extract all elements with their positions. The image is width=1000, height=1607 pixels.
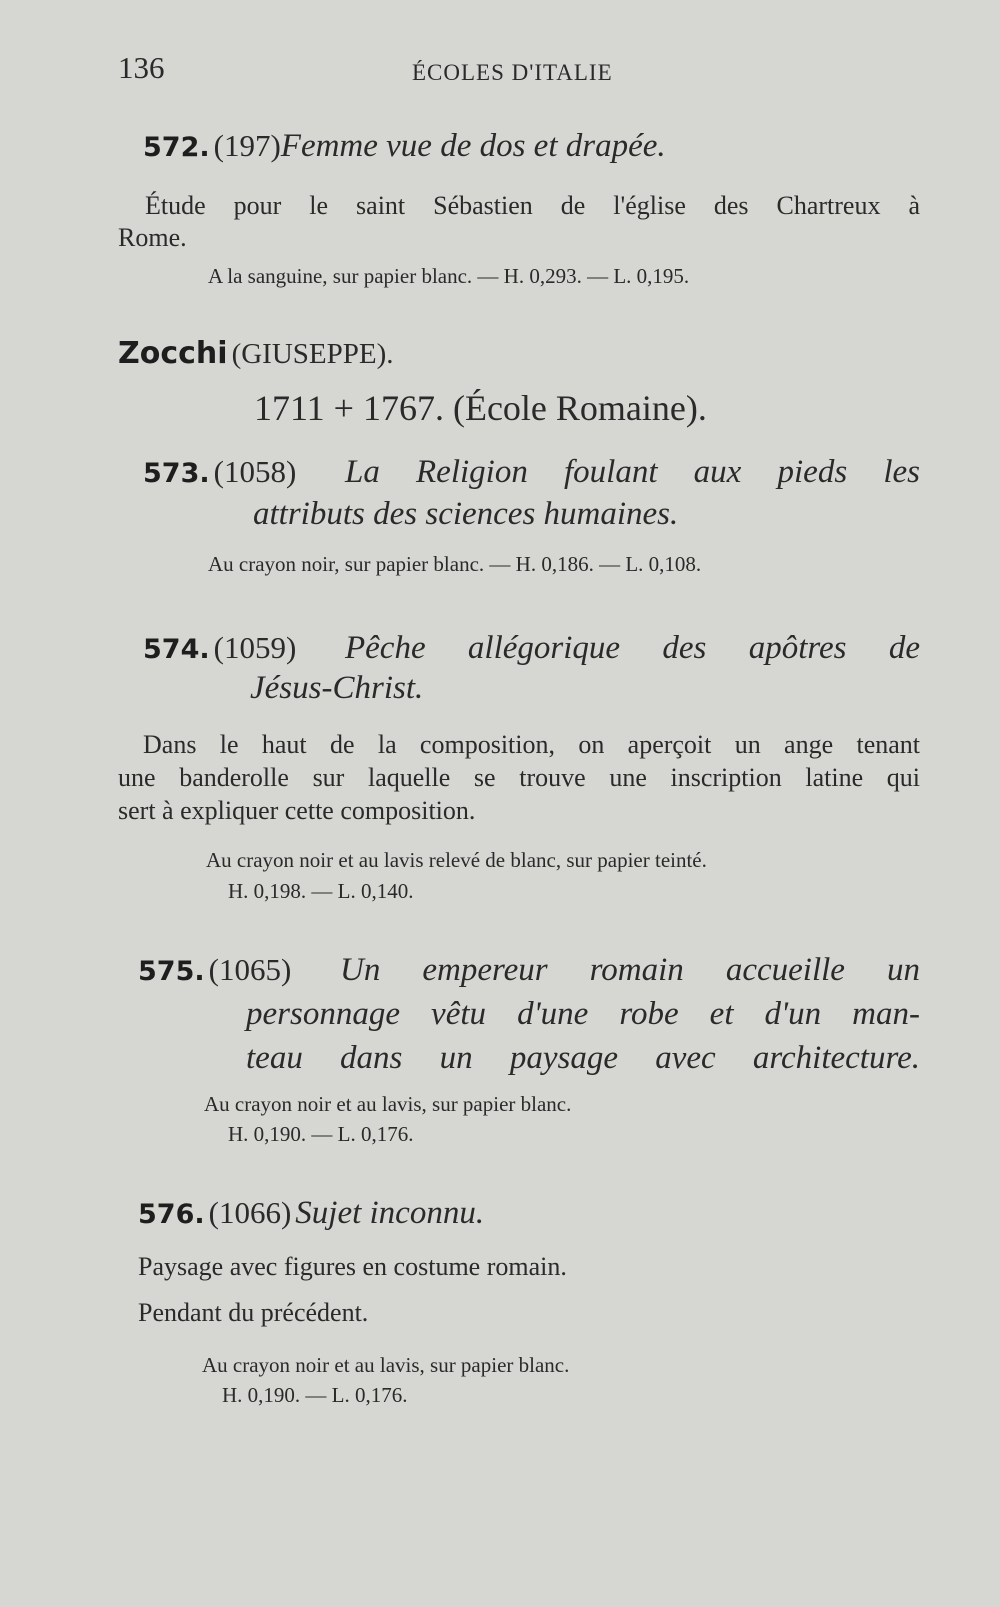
entry-technique: A la sanguine, sur papier blanc. — H. 0,293. — L. 0,195.: [208, 264, 690, 288]
entry-574-heading: [143, 630, 920, 667]
entry-description: Pendant du précédent.: [138, 1298, 369, 1327]
artist-given-name: (GIUSEPPE).: [231, 338, 394, 370]
entry-573-heading: [143, 454, 920, 491]
inventory-number: (1065): [208, 952, 292, 987]
inventory-number: (197): [213, 128, 281, 163]
entry-title: Un empereur romain accueille un: [340, 952, 920, 988]
entry-number: 573.: [143, 458, 210, 489]
entry-title-continued: Jésus-Christ.: [250, 670, 424, 706]
artist-dates-school: 1711 + 1767. (École Romaine).: [254, 388, 707, 428]
artist-heading: [118, 336, 394, 371]
entry-title-continued: attributs des sciences humaines.: [253, 496, 679, 532]
entry-description: Dans le haut de la composition, on aperçoit un ange tenant: [143, 730, 920, 759]
artist-surname: Zocchi: [118, 336, 228, 371]
entry-dimensions: H. 0,190. — L. 0,176.: [222, 1383, 408, 1407]
entry-dimensions: H. 0,190. — L. 0,176.: [228, 1122, 414, 1146]
entry-description: Rome.: [118, 223, 187, 252]
entry-title: Femme vue de dos et drapée.: [280, 128, 666, 164]
entry-title: Pêche allégorique des apôtres de: [345, 630, 920, 666]
entry-title-continued: personnage vêtu d'une robe et d'un man-: [246, 996, 920, 1032]
entry-technique: Au crayon noir et au lavis, sur papier blanc.: [204, 1092, 572, 1116]
entry-number: 572.: [143, 132, 210, 163]
entry-title: La Religion foulant aux pieds les: [345, 454, 920, 490]
entry-dimensions: H. 0,198. — L. 0,140.: [228, 879, 414, 903]
entry-technique: Au crayon noir et au lavis, sur papier blanc.: [202, 1353, 570, 1377]
entry-title-continued: teau dans un paysage avec architecture.: [246, 1040, 920, 1076]
entry-technique: Au crayon noir, sur papier blanc. — H. 0,186. — L. 0,108.: [208, 552, 702, 576]
entry-number: 576.: [138, 1199, 205, 1230]
entry-description: Paysage avec figures en costume romain.: [138, 1252, 567, 1281]
page-number: 136: [118, 50, 165, 85]
entry-576-heading: [138, 1195, 484, 1232]
entry-description: sert à expliquer cette composition.: [118, 796, 476, 825]
inventory-number: (1059): [213, 630, 297, 665]
entry-technique: Au crayon noir et au lavis relevé de blanc, sur papier teinté.: [206, 848, 707, 872]
entry-description: une banderolle sur laquelle se trouve une inscription latine qui: [118, 763, 920, 792]
entry-number: 574.: [143, 634, 210, 665]
inventory-number: (1066): [208, 1195, 292, 1230]
entry-572-heading: [143, 128, 666, 165]
running-title: ÉCOLES D'ITALIE: [412, 60, 613, 85]
entry-575-heading: [138, 952, 920, 989]
entry-description: Étude pour le saint Sébastien de l'église des Chartreux à: [145, 191, 920, 220]
entry-number: 575.: [138, 956, 205, 987]
entry-title: Sujet inconnu.: [295, 1195, 485, 1231]
inventory-number: (1058): [213, 454, 297, 489]
